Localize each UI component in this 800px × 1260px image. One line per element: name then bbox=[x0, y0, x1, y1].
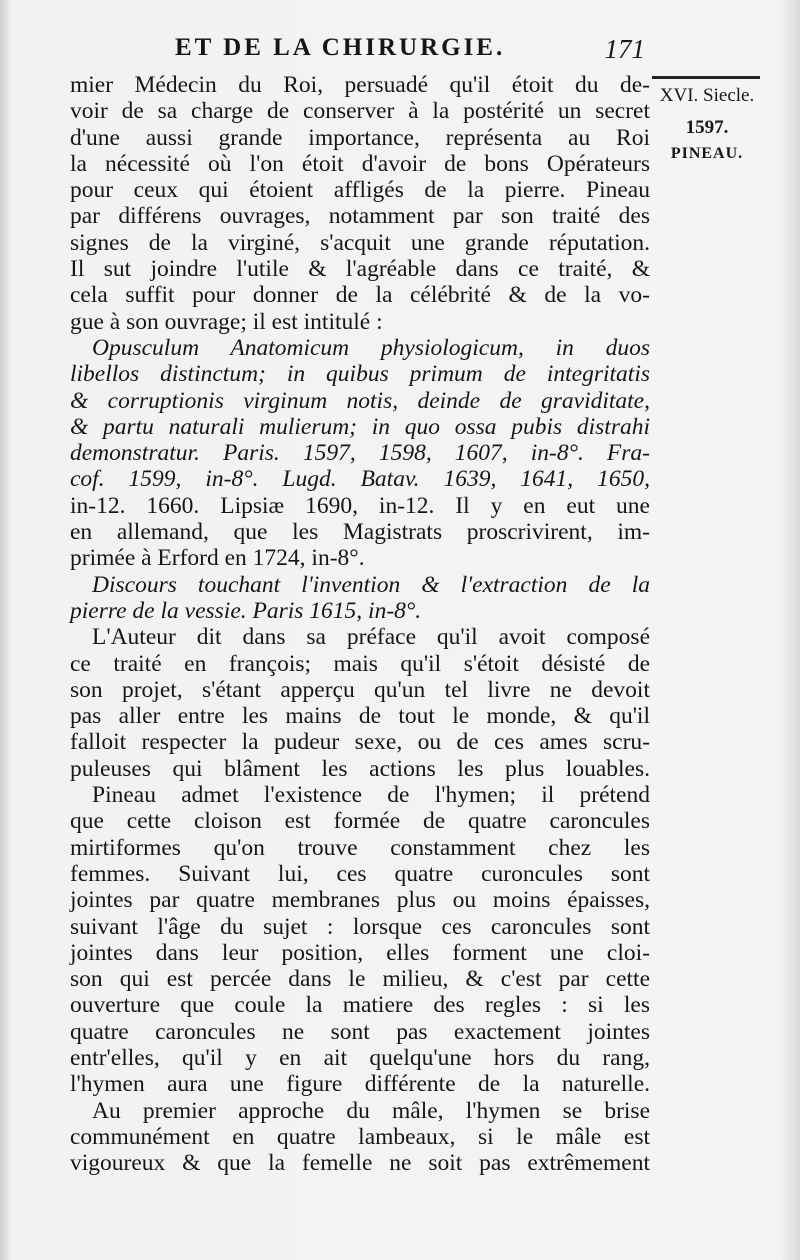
text-line: la nécessité où l'on étoit d'avoir de bons Opérateurs bbox=[70, 150, 650, 177]
citation-line: Opusculum Anatomicum physiologicum, in duos bbox=[92, 334, 650, 361]
text-line: d'une aussi grande importance, représenta au Roi bbox=[70, 124, 650, 151]
text-line: falloit respecter la pudeur sexe, ou de ces ames scru- bbox=[70, 729, 650, 756]
text-line: suivant l'âge du sujet : lorsque ces caroncules sont bbox=[70, 913, 650, 940]
page-number: 171 bbox=[604, 34, 645, 64]
text-line: son projet, s'étant apperçu qu'un tel livre ne devoit bbox=[70, 676, 650, 703]
citation-line: Discours touchant l'invention & l'extraction de la bbox=[92, 571, 650, 598]
margin-author: PINEAU. bbox=[670, 145, 744, 162]
text-line: en allemand, que les Magistrats proscrivirent, im- bbox=[70, 519, 650, 546]
text-line: par différens ouvrages, notamment par son traité des bbox=[70, 203, 650, 230]
text-line: Pineau admet l'existence de l'hymen; il prétend bbox=[92, 782, 650, 809]
citation-line: cof. 1599, in-8°. Lugd. Batav. 1639, 1641, 1650, bbox=[70, 466, 650, 493]
margin-year: 1597. bbox=[685, 117, 729, 138]
margin-notes bbox=[652, 70, 762, 163]
text-line: communément en quatre lambeaux, si le mâle est bbox=[70, 1123, 650, 1150]
citation-line: & partu naturali mulierum; in quo ossa pubis distrahi bbox=[70, 413, 650, 440]
text-line: in-12. 1660. Lipsiæ 1690, in-12. Il y en eut une bbox=[70, 492, 650, 519]
text-line: jointes par quatre membranes plus ou moins épaisses, bbox=[70, 887, 650, 914]
text-line: signes de la virginé, s'acquit une grande réputation. bbox=[70, 229, 650, 256]
text-line: l'hymen aura une figure différente de la naturelle. bbox=[70, 1071, 650, 1098]
citation-line: demonstratur. Paris. 1597, 1598, 1607, in-8°. Fra- bbox=[70, 440, 650, 467]
text-line: pas aller entre les mains de tout le monde, & qu'il bbox=[70, 703, 650, 730]
text-line: mier Médecin du Roi, persuadé qu'il étoit du de- bbox=[70, 72, 650, 98]
text-line: L'Auteur dit dans sa préface qu'il avoit composé bbox=[92, 624, 650, 651]
running-title: ET DE LA CHIRURGIE. bbox=[175, 34, 506, 61]
margin-century: XVI. Siecle. bbox=[659, 85, 755, 106]
margin-rule bbox=[652, 76, 760, 79]
citation-line: libellos distinctum; in quibus primum de integritatis bbox=[70, 361, 650, 388]
text-line: voir de sa charge de conserver à la postérité un secret bbox=[70, 98, 650, 125]
text-line: Il sut joindre l'utile & l'agréable dans ce traité, & bbox=[70, 256, 650, 283]
text-line: primée à Erford en 1724, in-8°. bbox=[70, 545, 365, 572]
citation-line: & corruptionis virginum notis, deinde de graviditate, bbox=[70, 387, 650, 414]
text-line: jointes dans leur position, elles forment une cloi- bbox=[70, 939, 650, 966]
text-line: femmes. Suivant lui, ces quatre curoncules sont bbox=[70, 860, 650, 887]
text-line: entr'elles, qu'il y en ait quelqu'une hors du rang, bbox=[70, 1044, 650, 1071]
text-line: cela suffit pour donner de la célébrité & de la vo- bbox=[70, 282, 650, 309]
text-line: gue à son ouvrage; il est intitulé : bbox=[70, 308, 383, 335]
text-line: ce traité en françois; mais qu'il s'étoit désisté de bbox=[70, 650, 650, 677]
text-line: ouverture que coule la matiere des regles : si les bbox=[70, 992, 650, 1019]
citation-line: pierre de la vessie. Paris 1615, in-8°. bbox=[70, 597, 422, 624]
page-header bbox=[175, 34, 645, 70]
text-line: que cette cloison est formée de quatre caroncules bbox=[70, 808, 650, 835]
text-line: Au premier approche du mâle, l'hymen se brise bbox=[92, 1097, 650, 1124]
text-line: pour ceux qui étoient affligés de la pierre. Pineau bbox=[70, 177, 650, 204]
text-line: mirtiformes qu'on trouve constamment chez les bbox=[70, 834, 650, 861]
body-text bbox=[70, 72, 650, 1176]
text-line: quatre caroncules ne sont pas exactement jointes bbox=[70, 1018, 650, 1045]
text-line: vigoureux & que la femelle ne soit pas extrêmement bbox=[70, 1150, 650, 1177]
text-line: puleuses qui blâment les actions les plus louables. bbox=[70, 755, 650, 782]
text-line: son qui est percée dans le milieu, & c'est par cette bbox=[70, 966, 650, 993]
